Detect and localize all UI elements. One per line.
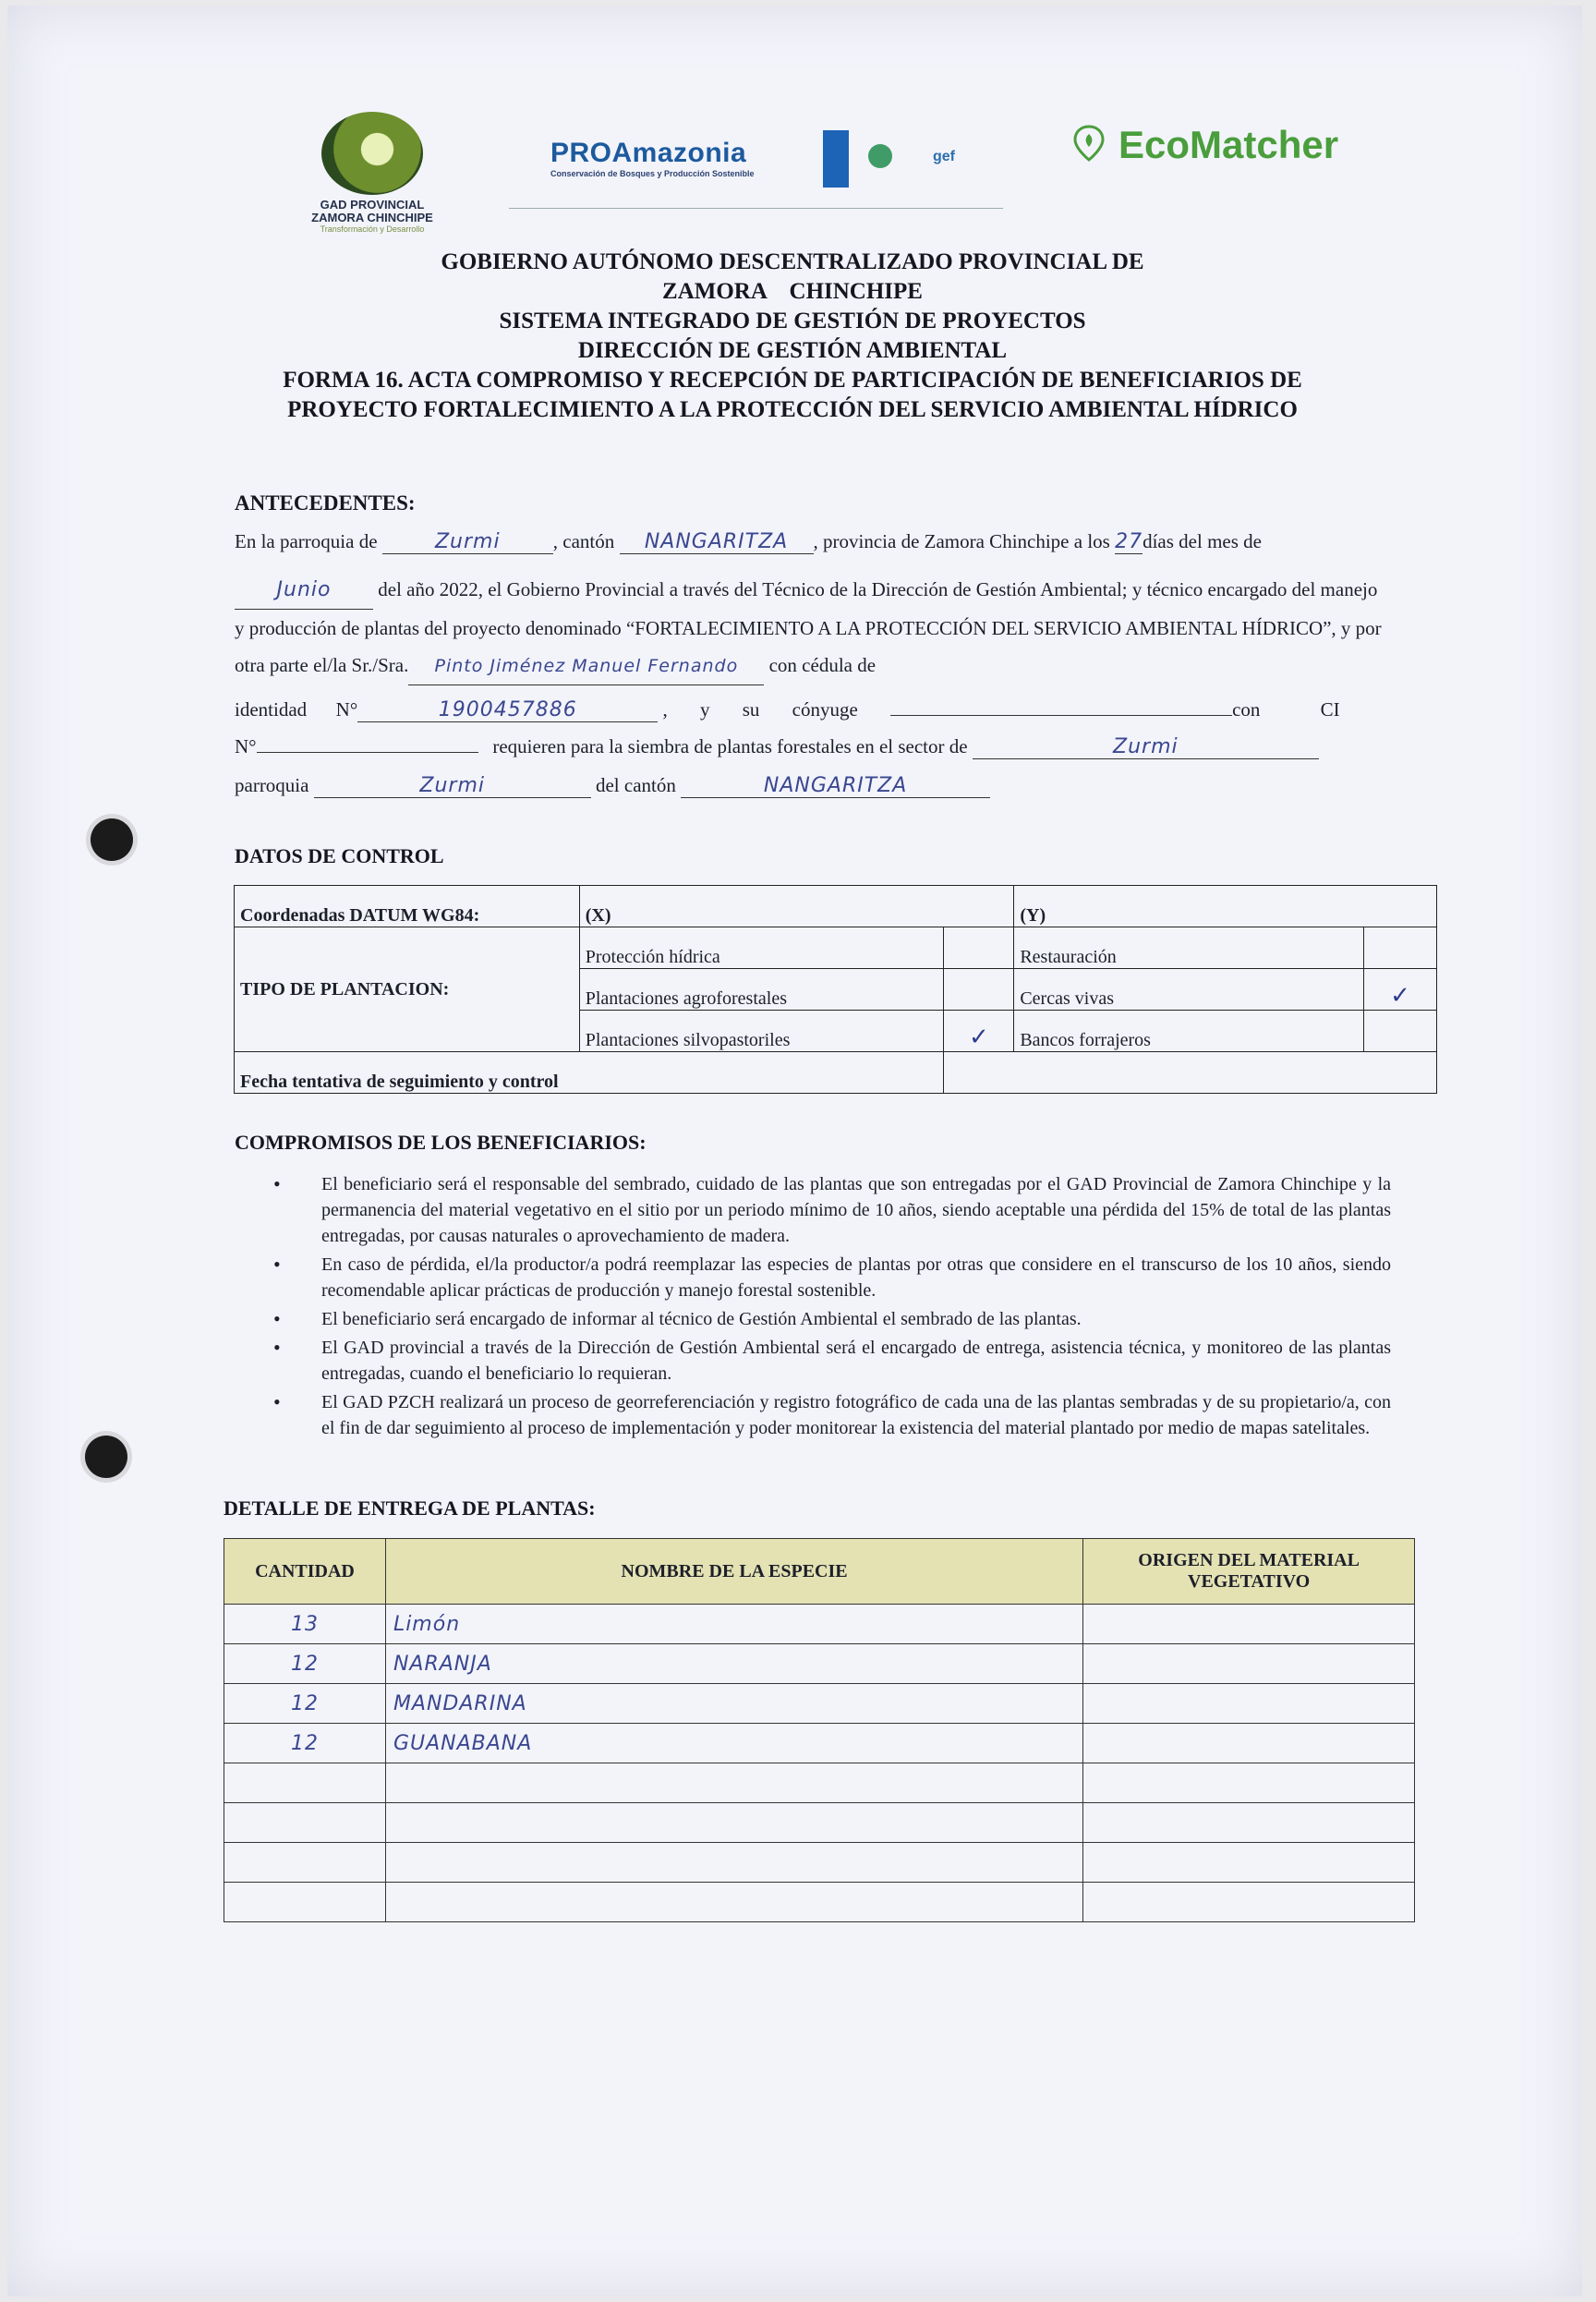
option-left-2: Plantaciones silvopastoriles [579,1011,944,1052]
especie-cell[interactable]: MANDARINA [385,1684,1082,1724]
document-page [7,6,1582,2296]
list-item: • En caso de pérdida, el/la productor/a podrá reemplazar las especies de plantas por otras que considere en el transcurso de los 10 años, siendo recomendable aplicar prácticas de producción y manejo forestal sostenible. [235,1252,1391,1303]
option-right-0: Restauración [1014,927,1364,969]
dias-field[interactable]: 27 [1115,530,1143,553]
table-row [224,1644,1415,1684]
antecedentes-line-identidad: identidad N° 1900457886 , y su cónyuge con CI [235,698,1340,721]
cantidad-cell[interactable] [224,1883,386,1922]
punch-hole [85,1436,127,1478]
checkbox-bancos-forrajeros[interactable] [1364,1011,1437,1052]
compromisos-heading: COMPROMISOS DE LOS BENEFICIARIOS: [235,1131,647,1154]
table-row [224,1605,1415,1644]
list-item: • El beneficiario será el responsable del sembrado, cuidado de las plantas que son entregadas por el GAD Provincial de Zamora Chinchipe y la permanencia del material vegetativo en el sitio por un periodo mínimo de 10 años, siendo aceptable una pérdida del 15% de total de las plantas entregadas, por causas naturales o aprovechamiento de madera. [235,1171,1391,1249]
tipo-label: TIPO DE PLANTACION: [235,927,580,1052]
especie-cell[interactable] [385,1883,1082,1922]
coord-y-field[interactable]: (Y) [1014,886,1437,927]
col-nombre: NOMBRE DE LA ESPECIE [385,1539,1082,1605]
title-line-3: SISTEMA INTEGRADO DE GESTIÓN DE PROYECTOS [499,309,1086,333]
punch-hole [91,818,133,861]
antecedentes-paragraph: Junio del año 2022, el Gobierno Provincial a través del Técnico de la Dirección de Gestión Ambiental; y técnico encargado del manejo y producción de plantas del proyecto denominado “FORTALECIMIENTO A LA PROTECCIÓN DEL SERVICIO AMBIENTAL HÍDRICO”, y por otra parte el/la Sr./Sra. Pinto Jiménez Manuel Fernando con cédula de [235,571,1391,685]
header-divider [509,208,1003,209]
logo-bar [303,103,1411,241]
canton-field[interactable]: NANGARITZA [620,530,814,554]
ecomatcher-pin-icon [1072,125,1106,162]
mes-field[interactable]: Junio [235,572,373,610]
table-row [224,1883,1415,1922]
table-row [224,1803,1415,1843]
especie-cell[interactable]: NARANJA [385,1644,1082,1684]
checkbox-cercas-vivas[interactable]: ✓ [1364,969,1437,1011]
origen-cell[interactable] [1083,1605,1415,1644]
checkbox-agroforestales[interactable] [944,969,1014,1011]
gad-zamora-logo: GAD PROVINCIAL ZAMORA CHINCHIPE Transformación y Desarrollo [303,112,441,234]
especie-cell[interactable]: GUANABANA [385,1724,1082,1763]
especie-cell[interactable]: Limón [385,1605,1082,1644]
checkbox-restauracion[interactable] [1364,927,1437,969]
origen-cell[interactable] [1083,1843,1415,1883]
especie-cell[interactable] [385,1803,1082,1843]
control-table [234,885,1437,1094]
option-left-1: Plantaciones agroforestales [579,969,944,1011]
list-item: • El GAD provincial a través de la Dirección de Gestión Ambiental será el encargado de entrega, asistencia técnica, y monitoreo de las plantas entregadas, cuando el beneficiario lo requieran. [235,1335,1391,1387]
conyuge-field[interactable] [890,715,1232,716]
ecomatcher-logo: EcoMatcher [1118,123,1339,166]
table-row [224,1684,1415,1724]
title-line-4: DIRECCIÓN DE GESTIÓN AMBIENTAL [577,338,1008,363]
cantidad-cell[interactable]: 12 [224,1644,386,1684]
compromisos-list [235,1171,1391,1444]
origen-cell[interactable] [1083,1883,1415,1922]
antecedentes-line-parroquia: parroquia Zurmi del cantón NANGARITZA [235,774,990,798]
coord-x-field[interactable]: (X) [579,886,1014,927]
cantidad-cell[interactable] [224,1763,386,1803]
origen-cell[interactable] [1083,1803,1415,1843]
parroquia-field[interactable]: Zurmi [382,530,553,554]
option-right-1: Cercas vivas [1014,969,1364,1011]
especie-cell[interactable] [385,1763,1082,1803]
sector-field[interactable]: Zurmi [973,735,1319,759]
beneficiario-field[interactable]: Pinto Jiménez Manuel Fernando [408,648,764,685]
origen-cell[interactable] [1083,1724,1415,1763]
list-item: • El beneficiario será encargado de informar al técnico de Gestión Ambiental el sembrado de las plantas. [235,1306,1391,1332]
origen-cell[interactable] [1083,1763,1415,1803]
control-heading: DATOS DE CONTROL [235,844,444,867]
col-origen: ORIGEN DEL MATERIAL VEGETATIVO [1083,1539,1415,1605]
especie-cell[interactable] [385,1843,1082,1883]
fecha-field[interactable] [944,1052,1437,1094]
parroquia2-field[interactable]: Zurmi [314,774,591,798]
cantidad-cell[interactable] [224,1843,386,1883]
cantidad-cell[interactable] [224,1803,386,1843]
origen-cell[interactable] [1083,1644,1415,1684]
checkbox-silvopastoriles[interactable]: ✓ [944,1011,1014,1052]
antecedentes-heading: ANTECEDENTES: [235,491,416,515]
cantidad-cell[interactable]: 13 [224,1605,386,1644]
antecedentes-line-1: En la parroquia de Zurmi , cantón NANGARITZA , provincia de Zamora Chinchipe a los 27días del mes de [235,530,1262,553]
conyuge-ci-field[interactable] [257,752,478,753]
detalle-heading: DETALLE DE ENTREGA DE PLANTAS: [224,1496,596,1520]
table-row [224,1763,1415,1803]
undp-logo [823,130,849,188]
gef-icon [868,144,892,168]
proamazonia-logo: PROAmazonia Conservación de Bosques y Producción Sostenible [550,138,755,178]
title-line-1: GOBIERNO AUTÓNOMO DESCENTRALIZADO PROVINCIAL DE [441,249,1144,274]
option-left-0: Protección hídrica [579,927,944,969]
title-line-6: PROYECTO FORTALECIMIENTO A LA PROTECCIÓN DEL SERVICIO AMBIENTAL HÍDRICO [287,397,1298,422]
list-item: • El GAD PZCH realizará un proceso de georreferenciación y registro fotográfico de cada una de las plantas sembradas y de su propietario/a, con el fin de dar seguimiento al proceso de implementación y poder monitorear la existencia del material plantado por medio de mapas satelitales. [235,1389,1391,1441]
coord-label: Coordenadas DATUM WG84: [235,886,580,927]
canton2-field[interactable]: NANGARITZA [681,774,990,798]
gef-logo: gef [933,149,955,164]
antecedentes-line-sector: N° requieren para la siembra de plantas forestales en el sector de Zurmi [235,735,1319,759]
origen-cell[interactable] [1083,1684,1415,1724]
title-line-2: ZAMORA CHINCHIPE [662,279,923,304]
checkbox-proteccion-hidrica[interactable] [944,927,1014,969]
table-row [224,1843,1415,1883]
detalle-table [224,1538,1415,1922]
table-row [224,1724,1415,1763]
title-line-5: FORMA 16. ACTA COMPROMISO Y RECEPCIÓN DE PARTICIPACIÓN DE BENEFICIARIOS DE [283,368,1302,393]
cantidad-cell[interactable]: 12 [224,1684,386,1724]
cedula-field[interactable]: 1900457886 [357,698,658,722]
option-right-2: Bancos forrajeros [1014,1011,1364,1052]
fecha-label: Fecha tentativa de seguimiento y control [235,1052,944,1094]
col-cantidad: CANTIDAD [224,1539,386,1605]
cantidad-cell[interactable]: 12 [224,1724,386,1763]
